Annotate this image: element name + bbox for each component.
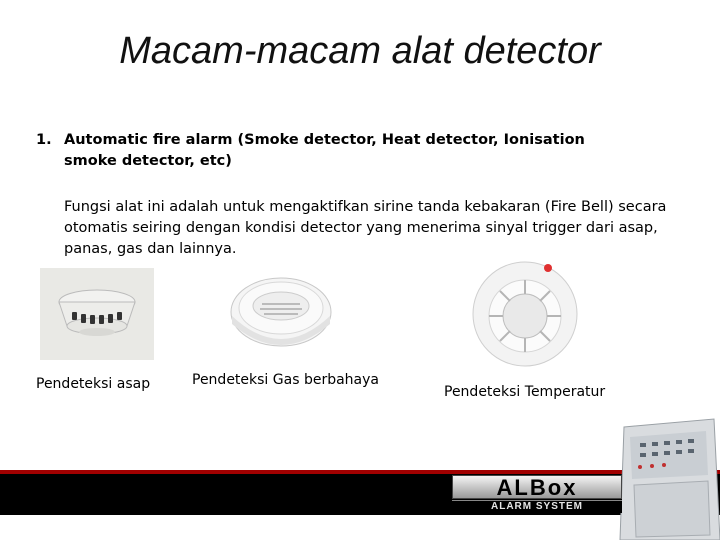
fire-alarm-panel-icon	[610, 415, 720, 540]
heat-detector-image	[462, 256, 588, 368]
list-number: 1.	[36, 132, 52, 148]
albox-logo	[452, 475, 622, 513]
gas-detector-image	[224, 266, 338, 364]
item-heading: Automatic fire alarm (Smoke detector, Heat detector, Ionisation smoke detector, etc)	[64, 132, 585, 169]
logo-brand: ALBox	[452, 475, 622, 499]
smoke-detector-image	[40, 268, 154, 360]
fire-alarm-panel-image	[610, 415, 720, 540]
caption-smoke: Pendeteksi asap	[36, 376, 151, 392]
list-item-1	[36, 130, 636, 172]
slide-title: Macam-macam alat detector	[119, 30, 601, 72]
heat-detector-icon	[462, 256, 588, 368]
gas-detector-icon	[224, 266, 338, 364]
logo-tagline: ALARM SYSTEM	[452, 500, 622, 513]
caption-temperature: Pendeteksi Temperatur	[444, 384, 606, 400]
caption-gas: Pendeteksi Gas berbahaya	[192, 372, 379, 388]
smoke-detector-icon	[40, 268, 154, 360]
item-description: Fungsi alat ini adalah untuk mengaktifkan sirine tanda kebakaran (Fire Bell) secara otomatis seiring dengan kondisi detector yang menerima sinyal trigger dari asap, panas, gas dan lainnya.	[64, 199, 667, 257]
